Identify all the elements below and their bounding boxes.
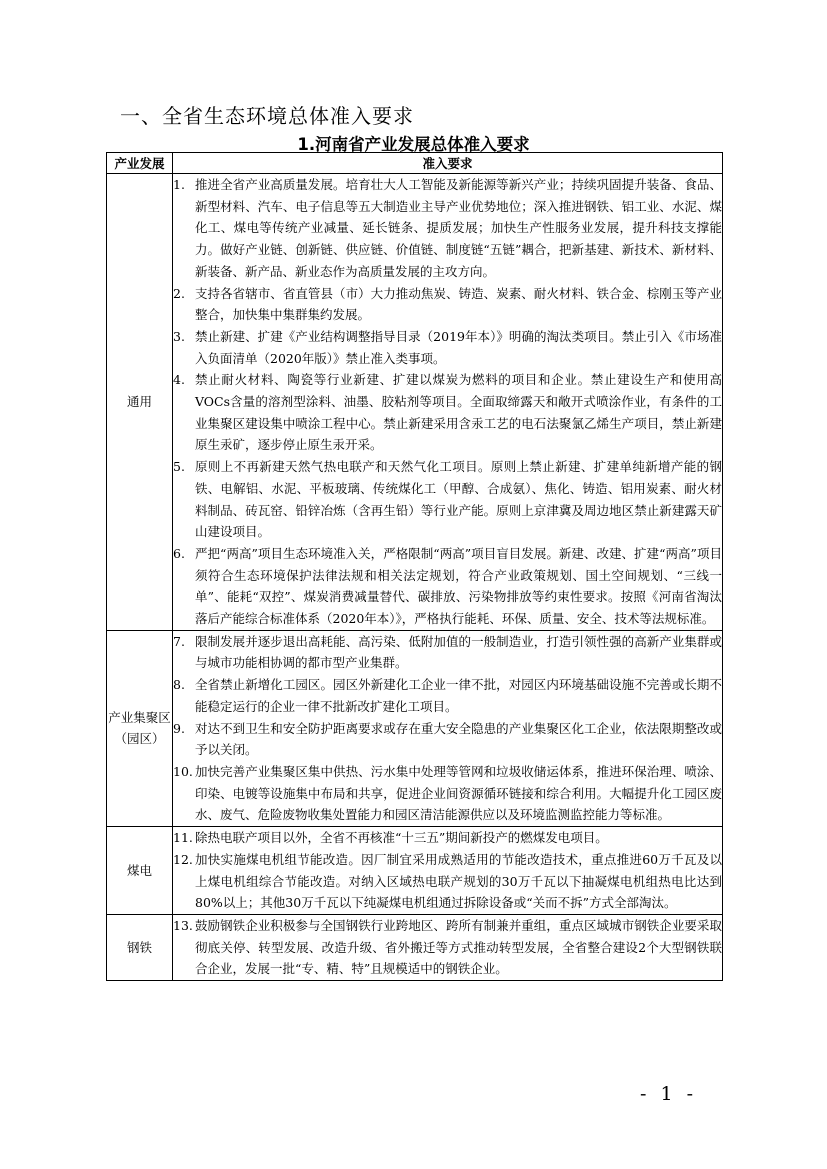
table-title: 1.河南省产业发展总体准入要求: [297, 135, 530, 154]
table-row: [107, 174, 723, 631]
list-item: [173, 761, 722, 826]
list-item: [173, 674, 722, 717]
item-text: 限制发展并逐步退出高耗能、高污染、低附加值的一般制造业，打造引领性强的高新产业集群或与城市功能相协调的都市型产业集群。: [195, 633, 722, 671]
item-number: 1.: [173, 177, 185, 192]
item-text: 鼓励钢铁企业积极参与全国钢铁行业跨地区、跨所有制兼并重组，重点区域城市钢铁企业要采取彻底关停、转型发展、改造升级、省外搬迁等方式推动转型发展，全省整合建设2个大型钢铁联合企业，发展一批“专、精、特”且规模适中的钢铁企业。: [195, 917, 722, 977]
item-text: 全省禁止新增化工园区。园区外新建化工企业一律不批，对园区内环境基础设施不完善或长期不能稳定运行的企业一律不批新改扩建化工项目。: [195, 677, 722, 714]
table-body: [107, 174, 723, 981]
item-number: 8.: [173, 677, 185, 693]
item-number: 2.: [173, 285, 185, 301]
table-row: [107, 827, 723, 915]
list-item: [173, 456, 722, 543]
list-item: [173, 849, 722, 914]
item-number: 12.: [173, 851, 193, 867]
item-text: 推进全省产业高质量发展。培育壮大人工智能及新能源等新兴产业；持续巩固提升装备、食品、新型材料、汽车、电子信息等五大制造业主导产业优势地位；深入推进钢铁、铝工业、水泥、煤化工、煤电等传统产业减量、延长链条、提质发展；加快生产性服务业发展，提升科技支撑能力。做好产业链、创新链、供应链、价值链、制度链“五链”耦合，把新基建、新技术、新材料、新装备、新产品、新业态作为高质量发展的主攻方向。: [195, 177, 722, 279]
requirements-table: [106, 152, 723, 981]
section-title: 一、全省生态环境总体准入要求: [120, 104, 414, 128]
item-number: 4.: [173, 372, 185, 388]
requirements-cell: [173, 827, 723, 915]
item-number: 10.: [173, 763, 193, 779]
item-text: 严把“两高”项目生态环境准入关，严格限制“两高”项目盲目发展。新建、改建、扩建“两高”项目须符合生态环境保护法律法规和相关法定规划，符合产业政策规划、国土空间规划、“三线一单”、能耗“双控”、煤炭消费减量替代、碳排放、污染物排放等约束性要求。按照《河南省淘汰落后产能综合标准体系（2020年本）》，严格执行能耗、环保、质量、安全、技术等法规标准。: [195, 545, 722, 627]
item-number: 6.: [173, 545, 185, 561]
item-text: 支持各省辖市、省直管县（市）大力推动焦炭、铸造、炭素、耐火材料、铁合金、棕刚玉等产业整合，加快集中集群集约发展。: [195, 285, 722, 323]
requirements-cell: [173, 914, 723, 980]
list-item: [173, 827, 722, 849]
item-number: 9.: [173, 720, 185, 736]
item-text: 禁止耐火材料、陶瓷等行业新建、扩建以煤炭为燃料的项目和企业。禁止建设生产和使用高VOCs含量的溶剂型涂料、油墨、胶粘剂等项目。全面取缔露天和敞开式喷涂作业，有条件的工业集聚区建设集中喷涂工程中心。禁止新建采用含汞工艺的电石法聚氯乙烯生产项目，禁止新建原生汞矿，逐步停止原生汞开采。: [195, 372, 722, 453]
item-text: 禁止新建、扩建《产业结构调整指导目录（2019年本）》明确的淘汰类项目。禁止引入《市场准入负面清单（2020年版）》禁止准入类事项。: [195, 328, 722, 366]
item-number: 13.: [173, 917, 193, 933]
category-cell: 钢铁: [107, 914, 173, 980]
requirements-cell: [173, 174, 723, 631]
category-cell: 通用: [107, 174, 173, 631]
item-text: 除热电联产项目以外，全省不再核准“十三五”期间新投产的燃煤发电项目。: [195, 830, 608, 846]
list-item: [173, 283, 722, 326]
list-item: [173, 174, 722, 283]
list-item: [173, 326, 722, 369]
item-number: 3.: [173, 328, 185, 344]
table-header-row: [107, 153, 723, 174]
table-row: [107, 630, 723, 826]
list-item: [173, 369, 722, 456]
list-item: [173, 631, 722, 674]
item-number: 5.: [173, 459, 185, 475]
item-number: 11.: [173, 830, 193, 846]
requirements-cell: [173, 630, 723, 826]
page-number: - 1 -: [640, 1083, 698, 1105]
item-text: 原则上不再新建天然气热电联产和天然气化工项目。原则上禁止新建、扩建单纯新增产能的钢铁、电解铝、水泥、平板玻璃、传统煤化工（甲醇、合成氨）、焦化、铸造、铝用炭素、耐火材料制品、砖瓦窑、铅锌冶炼（含再生铅）等行业产能。原则上京津冀及周边地区禁止新建露天矿山建设项目。: [195, 459, 722, 540]
table-row: [107, 914, 723, 980]
item-text: 加快完善产业集聚区集中供热、污水集中处理等管网和垃圾收储运体系，推进环保治理、喷涂、印染、电镀等设施集中布局和共享，促进企业间资源循环链接和综合利用。大幅提升化工园区废水、废气、危险废物收集处置能力和园区清洁能源供应以及环境监测监控能力等标准。: [195, 763, 722, 823]
category-cell: 煤电: [107, 827, 173, 915]
item-text: 对达不到卫生和安全防护距离要求或存在重大安全隐患的产业集聚区化工企业，依法限期整改或予以关闭。: [195, 720, 722, 758]
item-number: 7.: [173, 633, 185, 649]
list-item: [173, 543, 722, 630]
header-requirements: 准入要求: [173, 153, 723, 174]
list-item: [173, 718, 722, 761]
list-item: [173, 915, 722, 980]
item-text: 加快实施煤电机组节能改造。因厂制宜采用成熟适用的节能改造技术，重点推进60万千瓦及以上煤电机组综合节能改造。对纳入区域热电联产规划的30万千瓦以下抽凝煤电机组热电比达到80%以上；其他30万千瓦以下纯凝煤电机组通过拆除设备或“关而不拆”方式全部淘汰。: [195, 851, 722, 911]
category-cell: 产业集聚区（园区）: [107, 630, 173, 826]
header-category: 产业发展: [107, 153, 173, 174]
